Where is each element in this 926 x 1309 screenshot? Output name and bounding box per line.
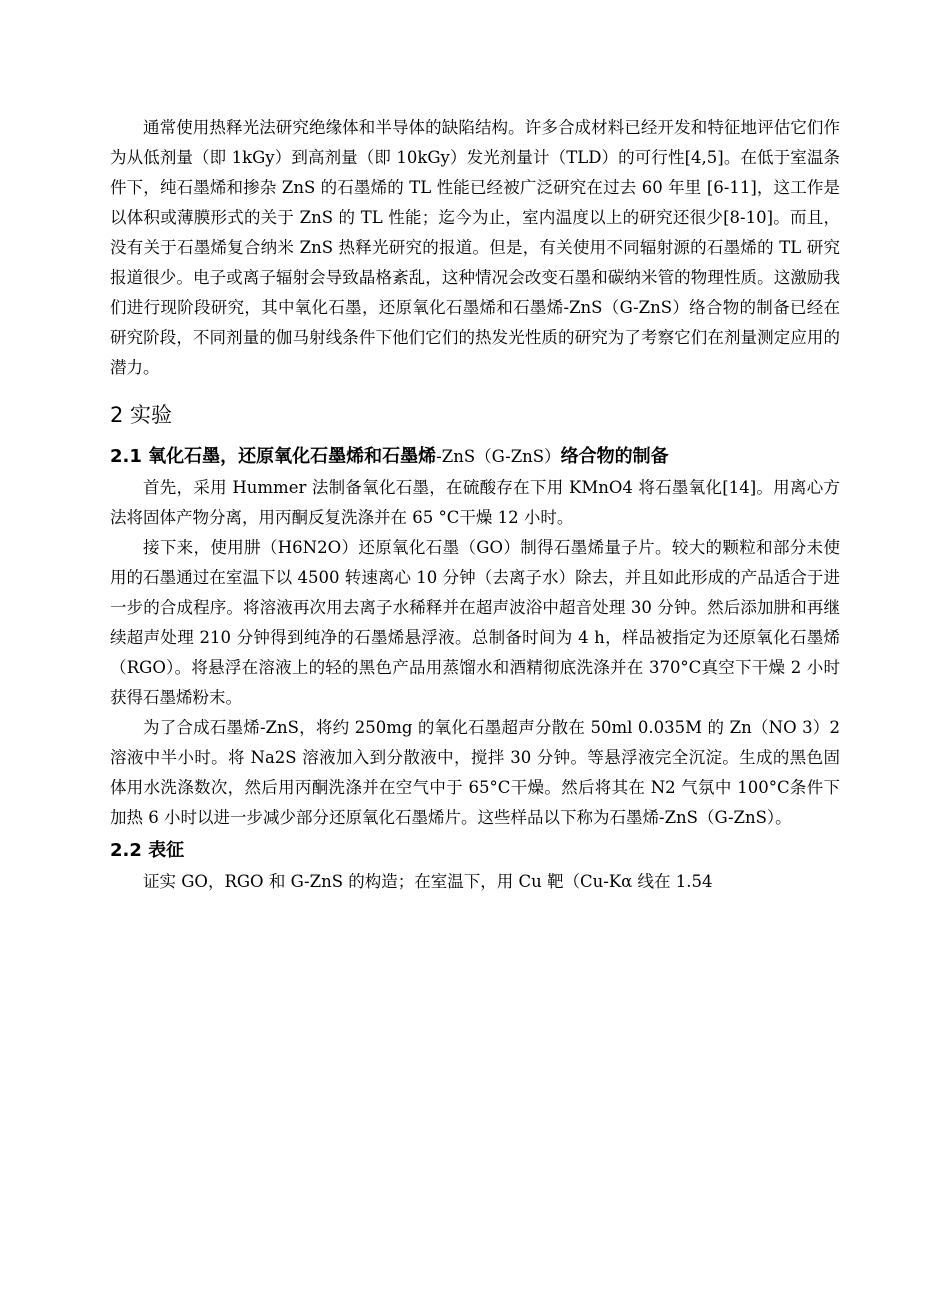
section-2-1-heading-part2: -ZnS（G-ZnS） xyxy=(436,447,561,466)
section-2-1-heading-part3: 络合物的制备 xyxy=(560,446,669,467)
section-2-1-paragraph-1: 首先，采用 Hummer 法制备氧化石墨，在硫酸存在下用 KMnO4 将石墨氧化[14]。用离心方法将固体产物分离，用丙酮反复洗涤并在 65 °C干燥 12 小时。 xyxy=(110,478,840,527)
section-2-1-heading-part1: 2.1 氧化石墨，还原氧化石墨烯和石墨烯 xyxy=(110,446,437,467)
section-2-1-paragraph-3: 为了合成石墨烯-ZnS，将约 250mg 的氧化石墨超声分散在 50ml 0.035M 的 Zn（NO 3）2 溶液中半小时。将 Na2S 溶液加入到分散液中，搅拌 30 分钟。等悬浮液完全沉淀。生成的黑色固体用水洗涤数次，然后用丙酮洗涤并在空气中于 65°C干燥。然后将其在 N2 气氛中 100°C条件下加热 6 小时以进一步减少部分还原氧化石墨烯片。这些样品以下称为石墨烯-ZnS（G-ZnS）。 xyxy=(110,718,840,827)
section-2-1-paragraph-2: 接下来，使用肼（H6N2O）还原氧化石墨（GO）制得石墨烯量子片。较大的颗粒和部分未使用的石墨通过在室温下以 4500 转速离心 10 分钟（去离子水）除去，并且如此形成的产品适合于进一步的合成程序。将溶液再次用去离子水稀释并在超声波浴中超音处理 30 分钟。然后添加肼和再继续超声处理 210 分钟得到纯净的石墨烯悬浮液。总制备时间为 4 h，样品被指定为还原氧化石墨烯（RGO）。将悬浮在溶液上的轻的黑色产品用蒸馏水和酒精彻底洗涤并在 370°C真空下干燥 2 小时获得石墨烯粉末。 xyxy=(110,538,840,707)
section-2-2-paragraph: 证实 GO，RGO 和 G-ZnS 的构造；在室温下，用 Cu 靶（Cu-Kα 线在 1.54 xyxy=(143,872,713,891)
section-2-1-heading xyxy=(110,441,840,473)
section-2-heading: 2 实验 xyxy=(110,403,173,427)
document-page xyxy=(110,113,840,897)
intro-paragraph: 通常使用热释光法研究绝缘体和半导体的缺陷结构。许多合成材料已经开发和特征地评估它们作为从低剂量（即 1kGy）到高剂量（即 10kGy）发光剂量计（TLD）的可行性[4,5]。在低于室温条件下，纯石墨烯和掺杂 ZnS 的石墨烯的 TL 性能已经被广泛研究在过去 60 年里 [6-11]，这工作是以体积或薄膜形式的关于 ZnS 的 TL 性能；迄今为止，室内温度以上的研究还很少[8-10]。而且，没有关于石墨烯复合纳米 ZnS 热释光研究的报道。但是，有关使用不同辐射源的石墨烯的 TL 研究报道很少。电子或离子辐射会导致晶格紊乱，这种情况会改变石墨和碳纳米管的物理性质。这激励我们进行现阶段研究，其中氧化石墨，还原氧化石墨烯和石墨烯-ZnS（G-ZnS）络合物的制备已经在研究阶段，不同剂量的伽马射线条件下他们它们的热发光性质的研究为了考察它们在剂量测定应用的潜力。 xyxy=(110,118,840,377)
section-2-2-heading: 2.2 表征 xyxy=(110,840,185,861)
